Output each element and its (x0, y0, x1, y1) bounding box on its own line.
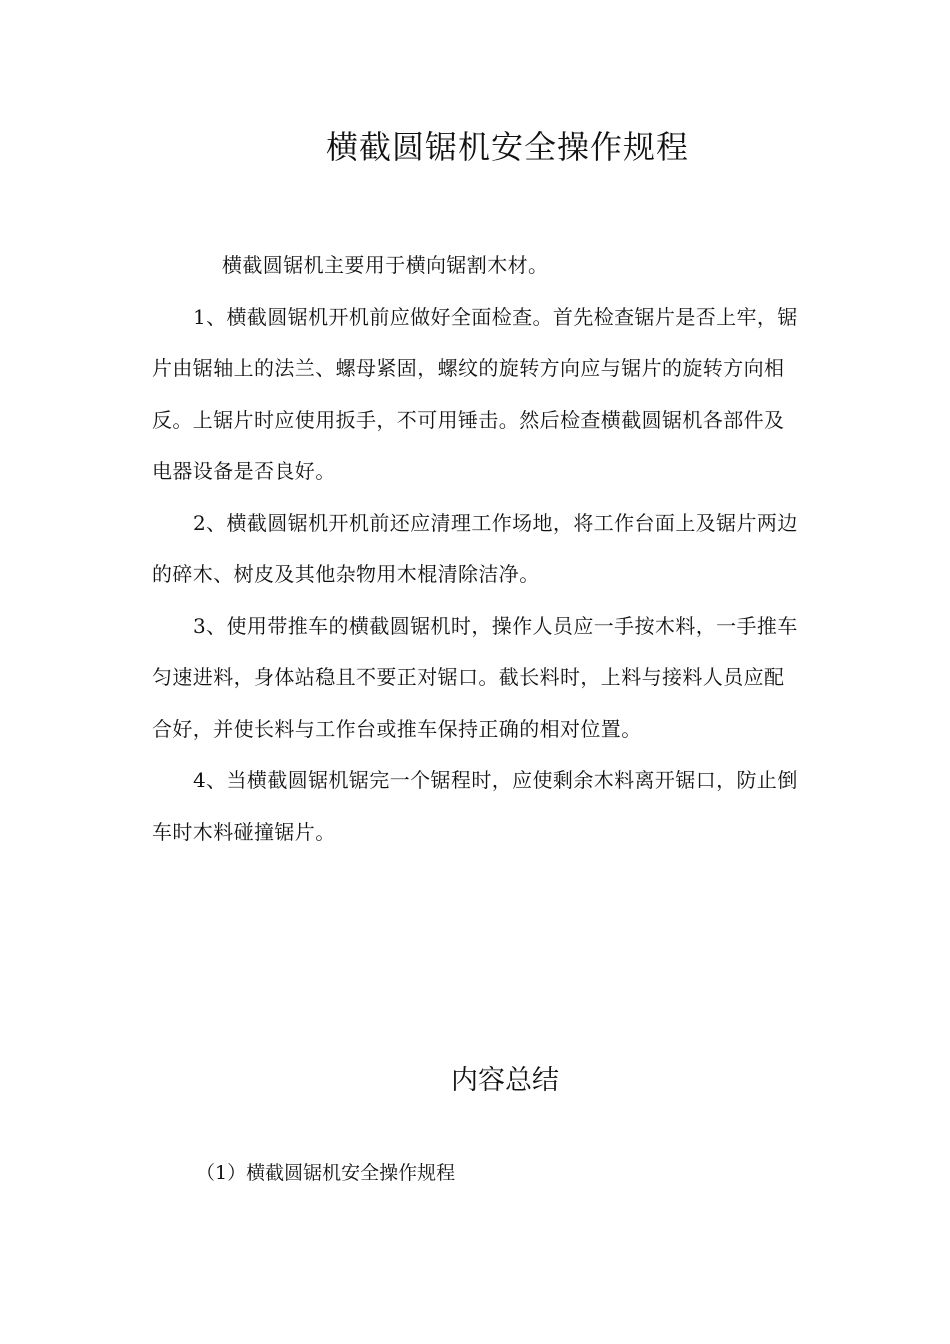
summary-title: 内容总结 (451, 1065, 559, 1096)
paragraph-1: 1、横截圆锯机开机前应做好全面检查。首先检查锯片是否上牢，锯片由锯轴上的法兰、螺母紧固，螺纹的旋转方向应与锯片的旋转方向相反。上锯片时应使用扳手，不可用锤击。然后检查横截圆锯机各部件及电器设备是否良好。 (152, 304, 798, 483)
intro-paragraph: 横截圆锯机主要用于横向锯割木材。 (222, 253, 549, 277)
summary-item: （1）横截圆锯机安全操作规程 (196, 1162, 456, 1184)
paragraph-2: 2、横截圆锯机开机前还应清理工作场地，将工作台面上及锯片两边的碎木、树皮及其他杂物用木棍清除洁净。 (152, 510, 798, 586)
document-body (152, 240, 802, 858)
paragraph-4: 4、当横截圆锯机锯完一个锯程时，应使剩余木料离开锯口，防止倒车时木料碰撞锯片。 (152, 768, 798, 844)
document-title: 横截圆锯机安全操作规程 (325, 128, 689, 166)
paragraph-3: 3、使用带推车的横截圆锯机时，操作人员应一手按木料，一手推车匀速进料，身体站稳且不要正对锯口。截长料时，上料与接料人员应配合好，并使长料与工作台或推车保持正确的相对位置。 (152, 613, 798, 741)
